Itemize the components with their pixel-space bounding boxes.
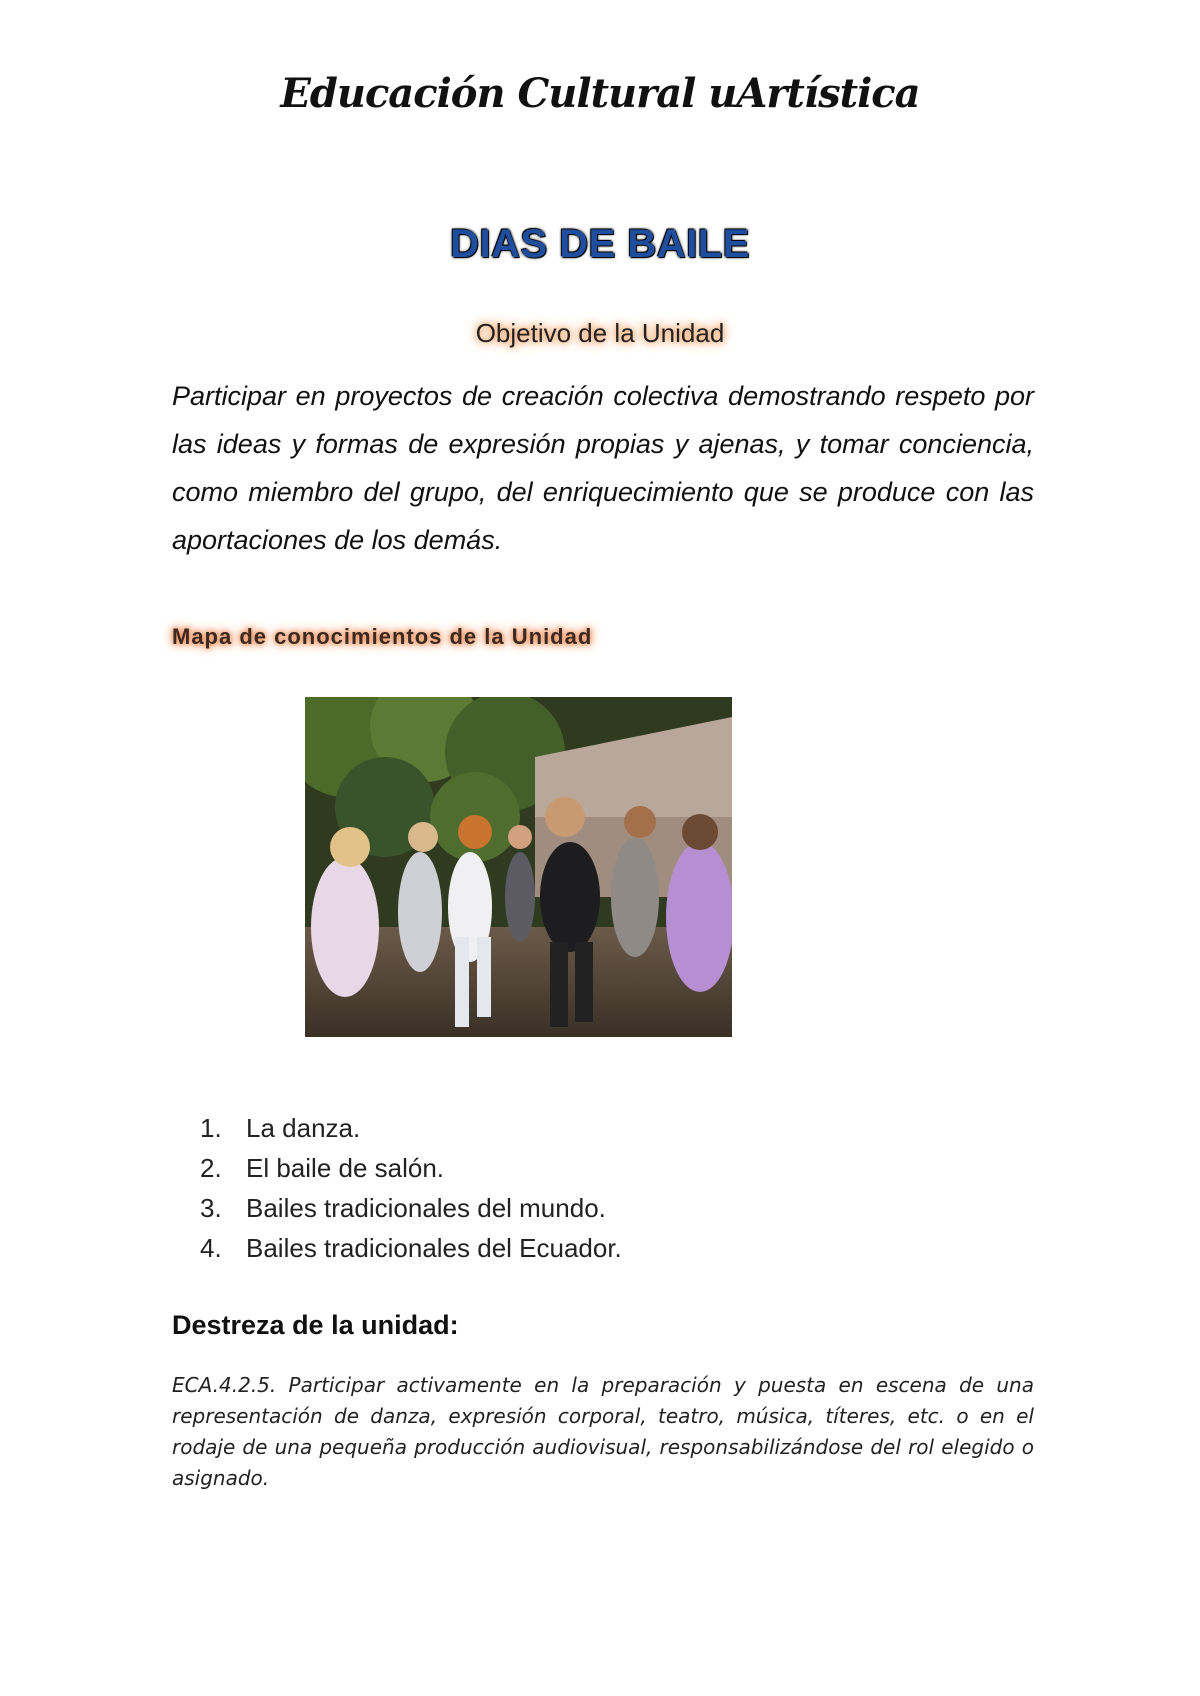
list-item	[200, 1108, 622, 1148]
photo-illustration	[305, 697, 732, 1037]
knowledge-list	[200, 1108, 622, 1268]
page-header: Educación Cultural uArtística	[280, 70, 920, 117]
list-item	[200, 1188, 622, 1228]
objective-heading	[0, 318, 1200, 349]
list-item-text: Bailes tradicionales del mundo.	[246, 1193, 606, 1223]
dancing-crowd-photo	[305, 697, 732, 1037]
list-item-number: 1.	[200, 1113, 222, 1143]
skill-heading: Destreza de la unidad:	[172, 1310, 459, 1340]
list-item	[200, 1228, 622, 1268]
list-item-number: 2.	[200, 1153, 222, 1183]
skill-text: ECA.4.2.5. Participar activamente en la preparación y puesta en escena de una representación de danza, expresión corporal, teatro, música, títeres, etc. o en el rodaje de una pequeña producción audiovisual, responsabilizándose del rol elegido o asignado.	[172, 1373, 1034, 1490]
list-item-text: El baile de salón.	[246, 1153, 445, 1183]
list-item-number: 3.	[200, 1193, 222, 1223]
page-title: DIAS DE BAILE	[450, 222, 750, 266]
list-item-number: 4.	[200, 1233, 222, 1263]
list-item-text: Bailes tradicionales del Ecuador.	[246, 1233, 622, 1263]
map-heading: Mapa de conocimientos de la Unidad	[172, 624, 593, 649]
list-item-text: La danza.	[246, 1113, 361, 1143]
objective-heading-label: Objetivo de la Unidad	[475, 318, 725, 348]
objective-text: Participar en proyectos de creación colectiva demostrando respeto por las ideas y formas de expresión propias y ajenas, y tomar conciencia, como miembro del grupo, del enriquecimiento que se produce con las aportaciones de los demás.	[172, 381, 1034, 555]
list-item	[200, 1148, 622, 1188]
